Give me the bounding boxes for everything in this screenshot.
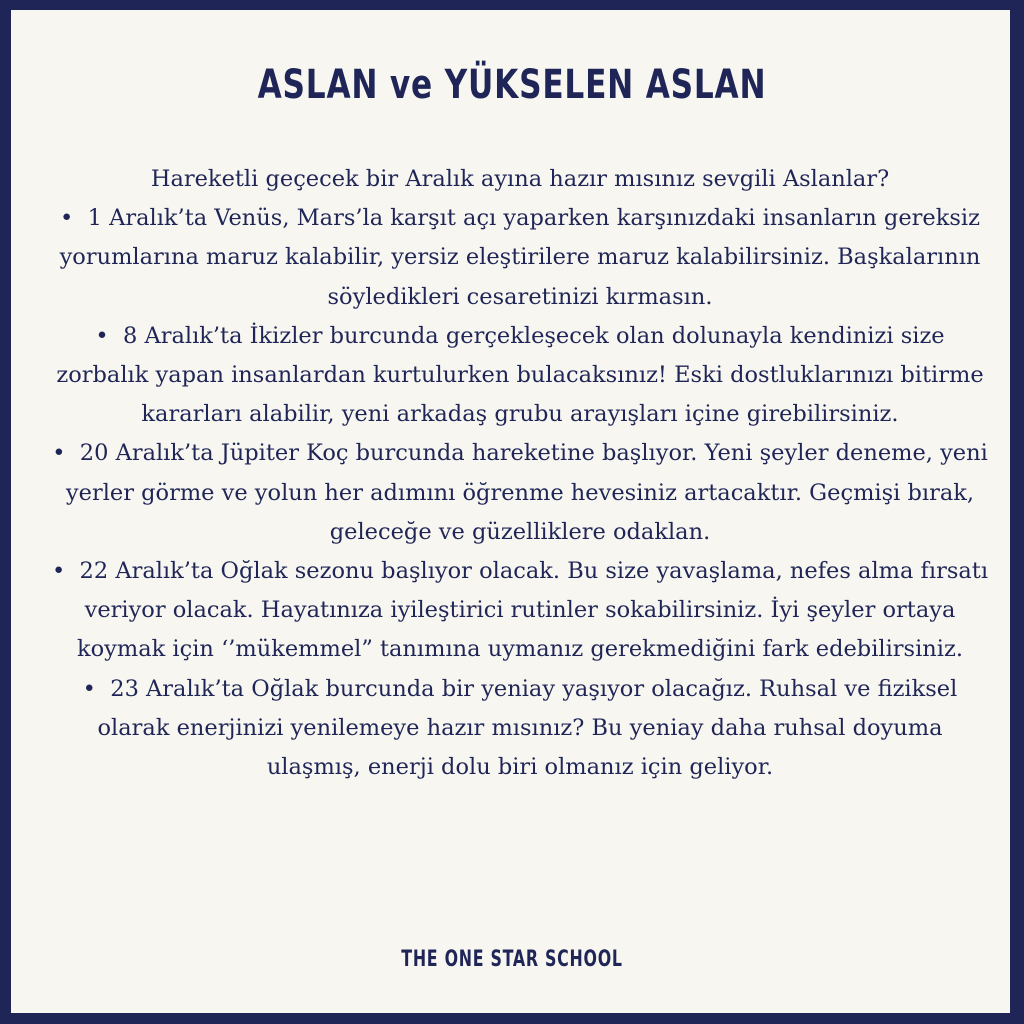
list-item bbox=[50, 317, 990, 435]
horoscope-list bbox=[50, 199, 990, 787]
page-title: ASLAN ve YÜKSELEN ASLAN bbox=[257, 62, 767, 108]
list-item bbox=[50, 552, 990, 670]
list-item-text: 20 Aralık’ta Jüpiter Koç burcunda hareketine başlıyor. Yeni şeyler deneme, yeni yerler görme ve yolun her adımını öğrenme hevesiniz artacaktır. Geçmişi bırak, geleceğe ve güzelliklere odaklan. bbox=[65, 440, 988, 545]
list-item-text: 1 Aralık’ta Venüs, Mars’la karşıt açı yaparken karşınızdaki insanların gereksiz yorumlarına maruz kalabilir, yersiz eleştirilere maruz kalabilirsiniz. Başkalarının söyledikleri cesaretinizi kırmasın. bbox=[59, 205, 981, 310]
list-item-text: 23 Aralık’ta Oğlak burcunda bir yeniay yaşıyor olacağız. Ruhsal ve fiziksel olarak enerjinizi yenilemeye hazır mısınız? Bu yeniay daha ruhsal doyuma ulaşmış, enerji dolu biri olmanız için geliyor. bbox=[97, 675, 958, 781]
content-body bbox=[50, 160, 990, 787]
intro-text: Hareketli geçecek bir Aralık ayına hazır mısınız sevgili Aslanlar? bbox=[150, 166, 890, 192]
list-item bbox=[50, 199, 990, 317]
list-item bbox=[50, 434, 990, 552]
bullet-icon: • bbox=[95, 322, 109, 349]
bullet-icon: • bbox=[52, 440, 66, 467]
list-item-text: 22 Aralık’ta Oğlak sezonu başlıyor olacak. Bu size yavaşlama, nefes alma fırsatı veriyor olacak. Hayatınıza iyileştirici rutinler sokabilirsiniz. İyi şeyler ortaya koymak için ‘’mükemmel” tanımına uymanız gerekmediğini fark edebilirsiniz. bbox=[77, 558, 989, 663]
bullet-icon: • bbox=[82, 675, 96, 702]
bullet-icon: • bbox=[51, 558, 66, 585]
bullet-icon: • bbox=[60, 205, 74, 232]
list-item bbox=[50, 670, 990, 788]
list-item-text: 8 Aralık’ta İkizler burcunda gerçekleşecek olan dolunayla kendinizi size zorbalık yapan insanlardan kurtulurken bulacaksınız! Eski dostluklarınızı bitirme kararları alabilir, yeni arkadaş grubu arayışları içine girebilirsiniz. bbox=[56, 322, 984, 428]
footer-brand: THE ONE STAR SCHOOL bbox=[401, 947, 623, 972]
